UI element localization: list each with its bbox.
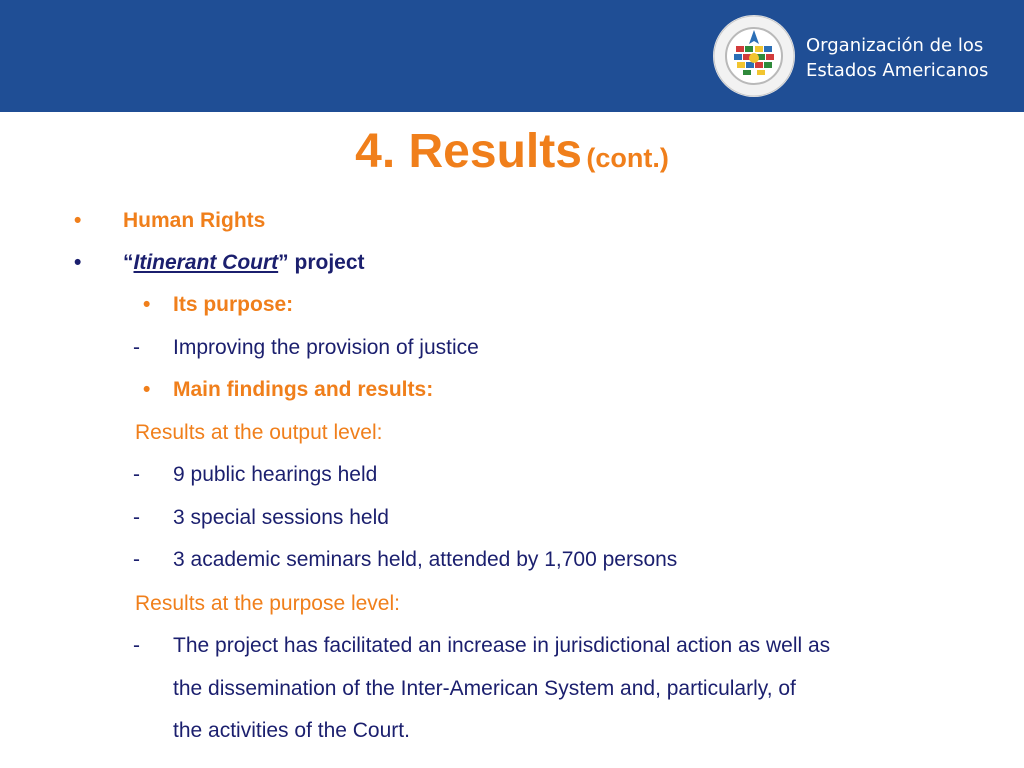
organization-name [806, 33, 988, 83]
purpose-level-text-line: The project has facilitated an increase in jurisdictional action as well as [173, 634, 831, 657]
open-quote: “ [123, 251, 134, 274]
dash-marker: - [133, 506, 140, 529]
purpose-label: Its purpose: [173, 293, 294, 316]
bullet-text: Human Rights [123, 209, 266, 232]
itinerant-court-link[interactable]: Itinerant Court [133, 251, 279, 274]
dash-marker: - [133, 548, 140, 571]
project-title [123, 250, 365, 276]
output-item: 3 special sessions held [173, 506, 389, 529]
dash-marker: - [133, 336, 140, 359]
dash-marker: - [133, 463, 140, 486]
dash-marker: - [133, 634, 140, 657]
output-item: 9 public hearings held [173, 463, 378, 486]
purpose-level-text-line: the activities of the Court. [173, 719, 410, 742]
slide-title-main: 4. Results [355, 125, 582, 178]
organization-name-line2: Estados Americanos [806, 60, 989, 81]
bullet-marker: • [74, 209, 82, 232]
header-bar [0, 0, 1024, 112]
bullet-marker: • [143, 378, 151, 401]
findings-label: Main findings and results: [173, 378, 434, 401]
purpose-level-label: Results at the purpose level: [135, 592, 400, 615]
purpose-level-text-line: the dissemination of the Inter-American System and, particularly, of [173, 677, 796, 700]
bullet-marker: • [74, 251, 82, 274]
oas-seal-logo [712, 14, 796, 98]
project-suffix: ” project [278, 251, 365, 274]
output-level-label: Results at the output level: [135, 421, 383, 444]
slide-title [0, 124, 1024, 179]
output-item: 3 academic seminars held, attended by 1,700 persons [173, 548, 678, 571]
organization-name-line1: Organización de los [806, 35, 984, 56]
slide-title-sub: (cont.) [586, 143, 669, 173]
bullet-marker: • [143, 293, 151, 316]
purpose-item: Improving the provision of justice [173, 336, 479, 359]
